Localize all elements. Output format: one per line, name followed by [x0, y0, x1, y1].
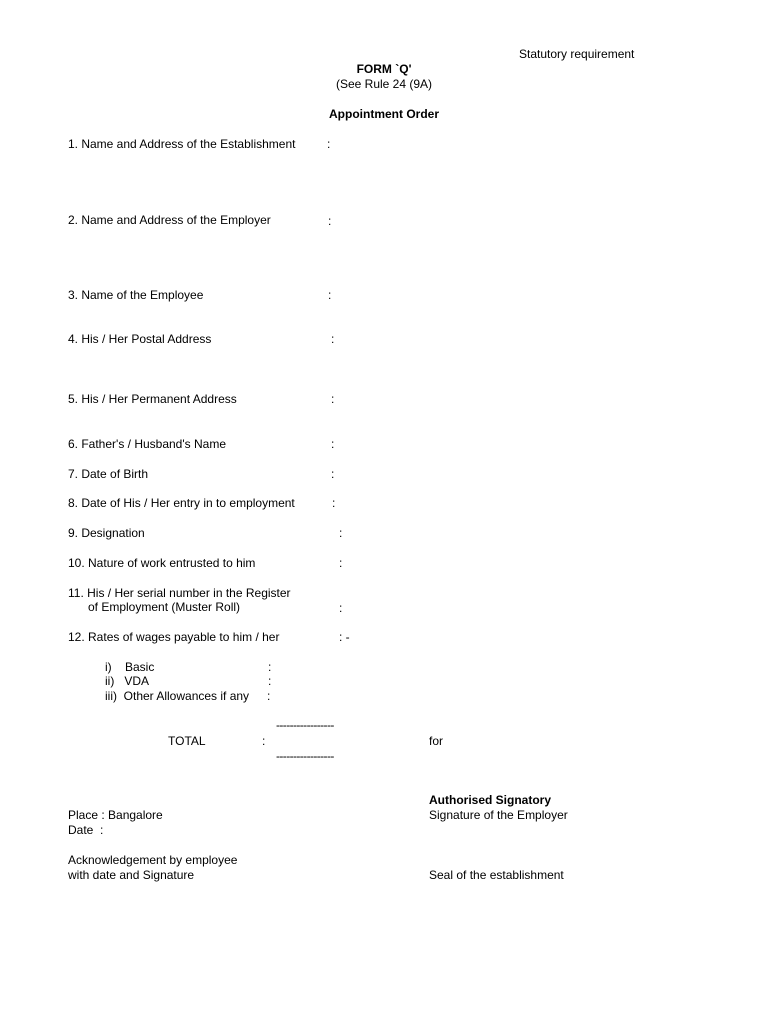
field-label-father-husband-name: 6. Father's / Husband's Name [68, 437, 226, 451]
total-separator: : [262, 734, 266, 748]
signature-of-employer: Signature of the Employer [429, 808, 568, 822]
wage-separator: : [267, 689, 271, 703]
field-separator: : [339, 601, 343, 615]
field-separator: : [331, 392, 335, 406]
field-separator: : [328, 288, 332, 302]
acknowledgement-line-2: with date and Signature [68, 868, 195, 882]
field-separator: : [331, 467, 335, 481]
field-label-nature-of-work: 10. Nature of work entrusted to him [68, 556, 256, 570]
wage-item-basic: i) Basic [105, 660, 155, 674]
field-label-permanent-address: 5. His / Her Permanent Address [68, 392, 237, 406]
field-label-employee-name: 3. Name of the Employee [68, 288, 204, 302]
acknowledgement-line-1: Acknowledgement by employee [68, 853, 238, 867]
document-title: Appointment Order [329, 107, 439, 121]
field-separator: : [331, 437, 335, 451]
field-label-serial-number-cont: of Employment (Muster Roll) [88, 600, 241, 614]
field-separator: : [328, 214, 332, 228]
field-label-employer: 2. Name and Address of the Employer [68, 213, 271, 227]
field-separator: : [339, 526, 343, 540]
field-label-rates-of-wages: 12. Rates of wages payable to him / her [68, 630, 280, 644]
field-label-date-of-birth: 7. Date of Birth [68, 467, 149, 481]
for-label: for [429, 734, 444, 748]
date-line: Date : [68, 823, 104, 837]
field-label-establishment: 1. Name and Address of the Establishment [68, 137, 296, 151]
wage-separator: : [268, 674, 272, 688]
wage-item-vda: ii) VDA [105, 674, 150, 688]
field-label-postal-address: 4. His / Her Postal Address [68, 332, 212, 346]
form-title: FORM `Q' [356, 62, 412, 76]
field-separator: : [327, 137, 331, 151]
rule-reference: (See Rule 24 (9A) [335, 77, 433, 91]
field-label-date-of-entry: 8. Date of His / Her entry in to employment [68, 496, 295, 510]
authorised-signatory: Authorised Signatory [429, 793, 552, 807]
field-separator: : - [339, 630, 350, 644]
field-separator: : [331, 332, 335, 346]
field-label-designation: 9. Designation [68, 526, 145, 540]
total-rule-top: ----------------- [276, 718, 334, 732]
wage-item-other-allowances: iii) Other Allowances if any [105, 689, 250, 703]
field-separator: : [339, 556, 343, 570]
total-rule-bottom: ----------------- [276, 749, 334, 763]
wage-separator: : [268, 660, 272, 674]
place-line: Place : Bangalore [68, 808, 163, 822]
statutory-requirement: Statutory requirement [519, 47, 635, 61]
field-label-serial-number: 11. His / Her serial number in the Register [68, 586, 291, 600]
total-label: TOTAL [168, 734, 206, 748]
field-separator: : [332, 496, 336, 510]
seal-of-establishment: Seal of the establishment [429, 868, 564, 882]
